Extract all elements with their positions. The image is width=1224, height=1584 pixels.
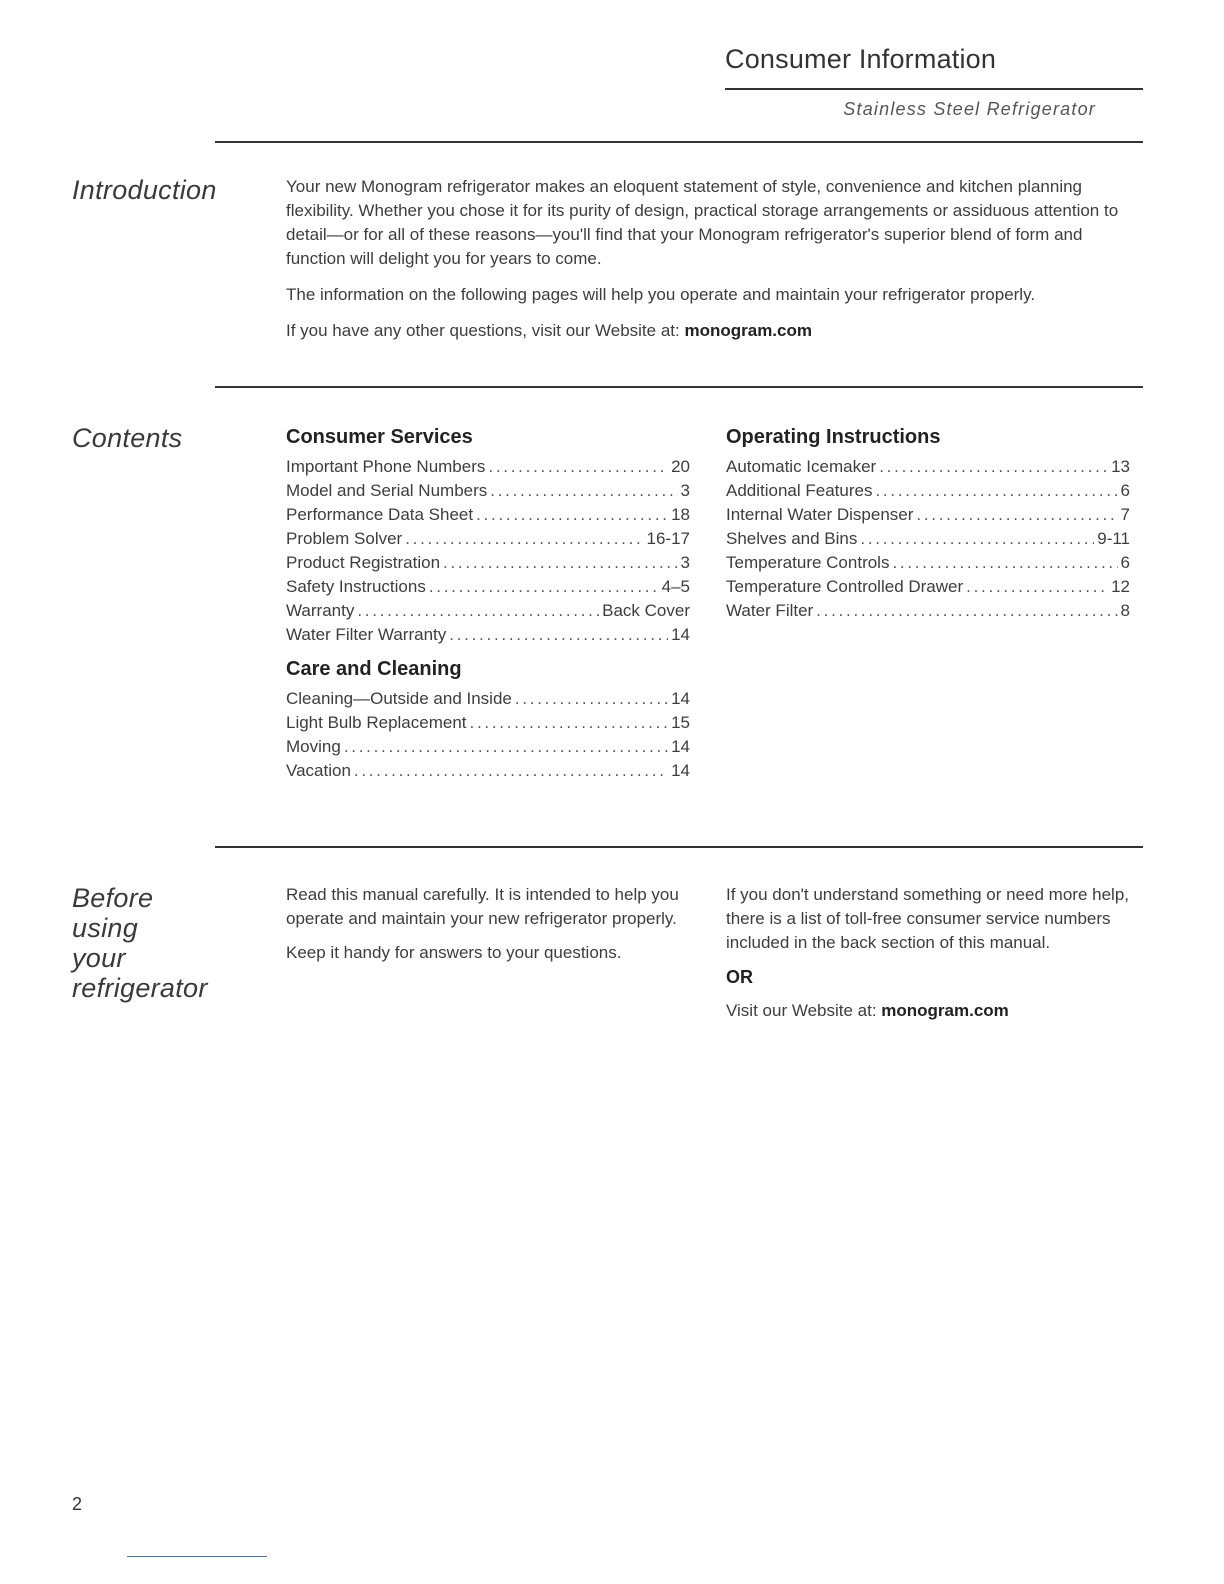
toc-dot-leader [476, 503, 668, 527]
toc-entry-label: Important Phone Numbers [286, 457, 486, 476]
contents-right-column [726, 424, 1130, 632]
toc-entry-label: Vacation [286, 761, 351, 780]
toc-list-operating-instructions [726, 455, 1130, 623]
introduction-heading: Introduction [72, 175, 217, 205]
toc-list-care-cleaning [286, 687, 690, 783]
toc-entry-label: Model and Serial Numbers [286, 481, 488, 500]
toc-dot-leader [860, 527, 1094, 551]
toc-dot-leader [429, 575, 659, 599]
before-using-paragraph: Read this manual carefully. It is intended to help you operate and maintain your new refrigerator properly. [286, 885, 679, 928]
toc-dot-leader [490, 479, 677, 503]
toc-entry-page: 7 [1120, 505, 1130, 524]
toc-entry[interactable] [286, 759, 690, 783]
toc-entry-page: 20 [671, 457, 690, 476]
toc-dot-leader [892, 551, 1117, 575]
or-separator: OR [726, 967, 753, 987]
toc-entry-page: 3 [680, 481, 690, 500]
toc-entry-label: Light Bulb Replacement [286, 713, 467, 732]
toc-dot-leader [354, 759, 668, 783]
toc-entry-label: Warranty [286, 601, 355, 620]
toc-entry-page: 12 [1111, 577, 1130, 596]
toc-section-heading-operating: Operating Instructions [726, 426, 941, 448]
toc-entry[interactable] [286, 687, 690, 711]
toc-entry[interactable] [286, 551, 690, 575]
toc-dot-leader [470, 711, 669, 735]
toc-entry[interactable] [726, 503, 1130, 527]
toc-entry[interactable] [726, 479, 1130, 503]
toc-dot-leader [357, 599, 599, 623]
heading-line: refrigerator [72, 973, 208, 1003]
toc-entry-page: 14 [671, 689, 690, 708]
toc-entry-page: 14 [671, 625, 690, 644]
toc-dot-leader [875, 479, 1117, 503]
toc-entry-label: Temperature Controls [726, 553, 890, 572]
introduction-paragraph: The information on the following pages will help you operate and maintain your refrigerator properly. [286, 285, 1036, 304]
contents-left-column [286, 424, 690, 792]
toc-entry[interactable] [286, 599, 690, 623]
page-number: 2 [72, 1494, 83, 1514]
section-divider-before-using [215, 846, 1143, 848]
toc-entry[interactable] [286, 711, 690, 735]
toc-dot-leader [443, 551, 678, 575]
header-divider [725, 88, 1143, 90]
toc-entry[interactable] [286, 479, 690, 503]
before-using-website-line [726, 999, 1136, 1023]
toc-entry-label: Temperature Controlled Drawer [726, 577, 964, 596]
toc-dot-leader [966, 575, 1108, 599]
toc-entry-label: Additional Features [726, 481, 873, 500]
introduction-website-line [286, 319, 1144, 343]
page-header-title: Consumer Information [725, 44, 997, 74]
toc-entry-label: Internal Water Dispenser [726, 505, 914, 524]
bottom-scan-line [127, 1556, 267, 1557]
before-using-paragraph: If you don't understand something or need more help, there is a list of toll-free consumer service numbers included in the back section of this manual. [726, 885, 1130, 952]
toc-entry-label: Problem Solver [286, 529, 403, 548]
website-link[interactable]: monogram.com [881, 1001, 1009, 1020]
toc-dot-leader [879, 455, 1108, 479]
website-prefix: If you have any other questions, visit our Website at: [286, 321, 685, 340]
toc-section-heading-care-cleaning: Care and Cleaning [286, 658, 462, 680]
toc-entry[interactable] [286, 503, 690, 527]
before-using-left-column [286, 883, 696, 975]
toc-dot-leader [816, 599, 1117, 623]
before-using-paragraph: Keep it handy for answers to your questions. [286, 943, 622, 962]
toc-entry-label: Safety Instructions [286, 577, 426, 596]
toc-entry-label: Product Registration [286, 553, 441, 572]
before-using-right-column [726, 883, 1136, 1033]
toc-entry[interactable] [286, 575, 690, 599]
toc-entry-page: 15 [671, 713, 690, 732]
website-prefix: Visit our Website at: [726, 1001, 882, 1020]
toc-entry-page: 13 [1111, 457, 1130, 476]
toc-entry-label: Water Filter [726, 601, 814, 620]
toc-entry[interactable] [286, 527, 690, 551]
page-header-subtitle: Stainless Steel Refrigerator [843, 99, 1096, 119]
toc-entry-page: 14 [671, 761, 690, 780]
toc-entry-label: Water Filter Warranty [286, 625, 447, 644]
toc-dot-leader [405, 527, 643, 551]
section-divider-contents [215, 386, 1143, 388]
introduction-paragraph: Your new Monogram refrigerator makes an eloquent statement of style, convenience and kitchen planning flexibility. Whether you chose it for its purity of design, practical storage arrangements or assiduous attention to detail—or for all of these reasons—you'll find that your Monogram refrigerator's superior blend of form and function will delight you for years to come. [286, 177, 1119, 268]
toc-entry-page: 14 [671, 737, 690, 756]
toc-entry-page: 9-11 [1097, 529, 1130, 548]
toc-entry-label: Performance Data Sheet [286, 505, 474, 524]
toc-entry[interactable] [726, 455, 1130, 479]
toc-dot-leader [515, 687, 668, 711]
heading-line: using [72, 913, 139, 943]
toc-section-heading-consumer-services: Consumer Services [286, 426, 473, 448]
toc-entry[interactable] [286, 455, 690, 479]
introduction-body [286, 175, 1144, 355]
toc-entry[interactable] [286, 623, 690, 647]
toc-entry-page: 3 [680, 553, 690, 572]
toc-entry-label: Moving [286, 737, 341, 756]
before-using-heading [72, 883, 208, 1003]
toc-entry-page: 8 [1120, 601, 1130, 620]
toc-list-consumer-services [286, 455, 690, 647]
toc-entry-page: 4–5 [661, 577, 690, 596]
toc-entry-label: Shelves and Bins [726, 529, 858, 548]
toc-dot-leader [344, 735, 668, 759]
toc-dot-leader [449, 623, 668, 647]
heading-line: your [72, 943, 126, 973]
website-link[interactable]: monogram.com [684, 321, 812, 340]
toc-entry-label: Cleaning—Outside and Inside [286, 689, 512, 708]
toc-entry-page: 6 [1120, 481, 1130, 500]
toc-dot-leader [916, 503, 1117, 527]
toc-entry-page: 18 [671, 505, 690, 524]
toc-entry-label: Automatic Icemaker [726, 457, 877, 476]
toc-entry[interactable] [726, 575, 1130, 599]
toc-entry[interactable] [726, 599, 1130, 623]
toc-dot-leader [488, 455, 668, 479]
toc-entry-page: 16-17 [646, 529, 690, 548]
toc-entry-page: Back Cover [602, 601, 690, 620]
contents-heading: Contents [72, 423, 183, 453]
section-divider-top [215, 141, 1143, 143]
toc-entry-page: 6 [1120, 553, 1130, 572]
heading-line: Before [72, 883, 154, 913]
toc-entry[interactable] [726, 551, 1130, 575]
toc-entry[interactable] [726, 527, 1130, 551]
toc-entry[interactable] [286, 735, 690, 759]
